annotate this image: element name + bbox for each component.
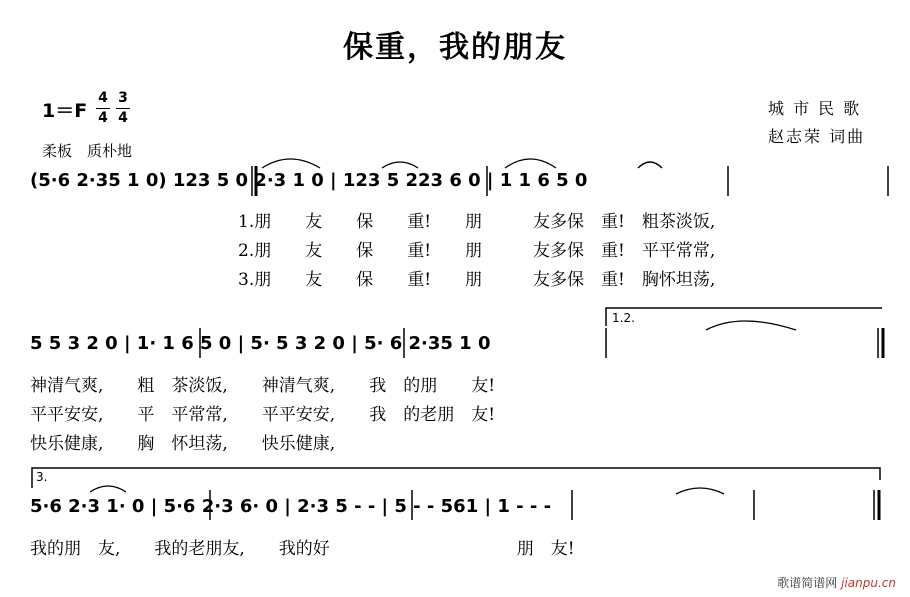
notation-row-3: 5·6 2·3 1· 0 | 5·6 2·3 6· 0 | 2·3 5 - - | 5 - - 561 | 1 - - - xyxy=(30,496,552,517)
volta-bracket-3 xyxy=(32,468,880,488)
slur xyxy=(90,486,126,492)
barlines-row-1 xyxy=(252,166,888,196)
barlines-row-2 xyxy=(200,308,883,358)
watermark-url: jianpu.cn xyxy=(841,576,896,590)
volta-1-2: 1.2. xyxy=(612,311,635,325)
notation-row-2: 5 5 3 2 0 | 1· 1 6 5 0 | 5· 5 3 2 0 | 5· 6 2·35 1 0 xyxy=(30,333,491,354)
slur xyxy=(505,159,556,168)
lyric-row-3-verse-1: 我的朋 友, 我的老朋友, 我的好 朋 友! xyxy=(30,539,575,559)
time-sig-2-numerator: 3 xyxy=(118,90,128,106)
slur xyxy=(706,321,796,330)
volta-bracket-1-2 xyxy=(606,308,882,326)
tempo-marking: 柔板 质朴地 xyxy=(42,142,133,160)
lyric-row-2-verse-2: 平平安安, 平 平常常, 平平安安, 我 的老朋 友! xyxy=(30,405,496,425)
time-sig-2-denominator: 4 xyxy=(118,110,128,126)
slur xyxy=(638,162,662,168)
key-signature: 1＝F xyxy=(42,100,88,122)
slur xyxy=(676,488,724,494)
notation-row-1: (5·6 2·35 1 0) 123 5 0 2·3 1 0 | 123 5 223 6 0 | 1 1 6 5 0 xyxy=(30,170,588,191)
lyric-row-1-verse-2: 2.朋 友 保 重! 朋 友多保 重! 平平常常, xyxy=(238,241,716,261)
credit-author: 赵志荣 词曲 xyxy=(768,127,866,146)
watermark-site: 歌谱简谱网 xyxy=(777,576,838,590)
time-sig-1-numerator: 4 xyxy=(98,90,108,106)
lyric-row-1-verse-1: 1.朋 友 保 重! 朋 友多保 重! 粗茶淡饭, xyxy=(238,212,716,232)
slur xyxy=(262,159,320,168)
lyric-row-2-verse-3: 快乐健康, 胸 怀坦荡, 快乐健康, xyxy=(30,434,336,454)
lyric-row-2-verse-1: 神清气爽, 粗 茶淡饭, 神清气爽, 我 的朋 友! xyxy=(30,376,496,396)
song-title: 保重，我的朋友 xyxy=(343,30,567,65)
barlines-row-3 xyxy=(32,468,880,520)
lyric-row-1-verse-3: 3.朋 友 保 重! 朋 友多保 重! 胸怀坦荡, xyxy=(238,270,716,290)
credit-genre: 城 市 民 歌 xyxy=(768,99,862,118)
time-sig-1-denominator: 4 xyxy=(98,110,108,126)
slurs xyxy=(90,159,796,494)
slur xyxy=(382,162,418,168)
volta-3: 3. xyxy=(36,470,48,484)
